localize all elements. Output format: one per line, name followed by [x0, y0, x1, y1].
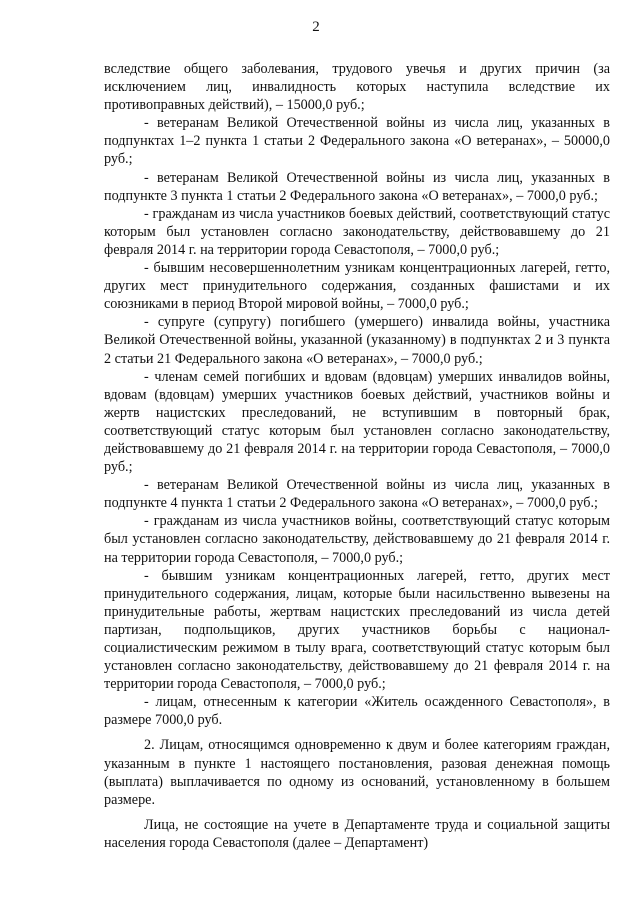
list-item-wwii-veterans-1-2: - ветеранам Великой Отечественной войны из числа лиц, указанных в подпунктах 1–2 пункта 1 статьи 2 Федерального закона «О ветеранах», – 50000,0 руб.;	[104, 115, 610, 168]
list-item-war-participants: - гражданам из числа участников войны, соответствующий статус которым был установлен согласно законодательству, действовавшему до 21 февраля 2014 г. на территории города Севастополя, – 7000,0 руб.;	[104, 513, 610, 566]
paragraph-unregistered-persons: Лица, не состоящие на учете в Департаменте труда и социальной защиты населения города Севастополя (далее – Департамент)	[104, 816, 610, 851]
page-number: 2	[312, 19, 320, 35]
list-item-combat-participants: - гражданам из числа участников боевых действий, соответствующий статус которым был установлен согласно законодательству, действовавшему до 21 февраля 2014 г. на территории города Севастополя, – 7000,0 руб.;	[104, 205, 610, 258]
document-body	[104, 60, 610, 852]
list-item-besieged-sevastopol: - лицам, отнесенным к категории «Житель осажденного Севастополя», в размере 7000,0 руб.	[104, 694, 610, 729]
list-item-minor-prisoners: - бывшим несовершеннолетним узникам концентрационных лагерей, гетто, других мест принудительного содержания, созданных фашистами и их союзниками в период Второй мировой войны, – 7000,0 руб.;	[104, 260, 610, 313]
list-item-wwii-veterans-4: - ветеранам Великой Отечественной войны из числа лиц, указанных в подпункте 4 пункта 1 статьи 2 Федерального закона «О ветеранах», – 7000,0 руб.;	[104, 477, 610, 512]
paragraph-clause-2: 2. Лицам, относящимся одновременно к двум и более категориям граждан, указанным в пункте 1 настоящего постановления, разовая денежная помощь (выплата) выплачивается по одному из оснований, установленному в большем размере.	[104, 737, 610, 808]
paragraph-continuation: вследствие общего заболевания, трудового увечья и других причин (за исключением лиц, инвалидность которых наступила вследствие их противоправных действий), – 15000,0 руб.;	[104, 61, 610, 114]
list-item-former-prisoners: - бывшим узникам концентрационных лагерей, гетто, других мест принудительного содержания, лицам, которые были насильственно вывезены на принудительные работы, жертвам нацистских преследований из числа детей партизан, подпольщиков, других участников борьбы с национал-социалистическим режимом в тылу врага, соответствующий статус которым был установлен согласно законодательству, действовавшему до 21 февраля 2014 г. на территории города Севастополя, – 7000,0 руб.;	[104, 567, 610, 693]
list-item-family-members: - членам семей погибших и вдовам (вдовцам) умерших инвалидов войны, вдовам (вдовцам) умерших участников боевых действий, участников войны и жертв нацистских преследований, не вступившим в повторный брак, соответствующий статус которым был установлен согласно законодательству, действовавшему до 21 февраля 2014 г. на территории города Севастополя, – 7000,0 руб.;	[104, 368, 610, 476]
list-item-wwii-veterans-3: - ветеранам Великой Отечественной войны из числа лиц, указанных в подпункте 3 пункта 1 статьи 2 Федерального закона «О ветеранах», – 7000,0 руб.;	[104, 169, 610, 204]
list-item-spouses: - супруге (супругу) погибшего (умершего) инвалида войны, участника Великой Отечественной войны, указанной (указанному) в подпунктах 2 и 3 пункта 2 статьи 21 Федерального закона «О ветеранах», – 7000,0 руб.;	[104, 314, 610, 367]
